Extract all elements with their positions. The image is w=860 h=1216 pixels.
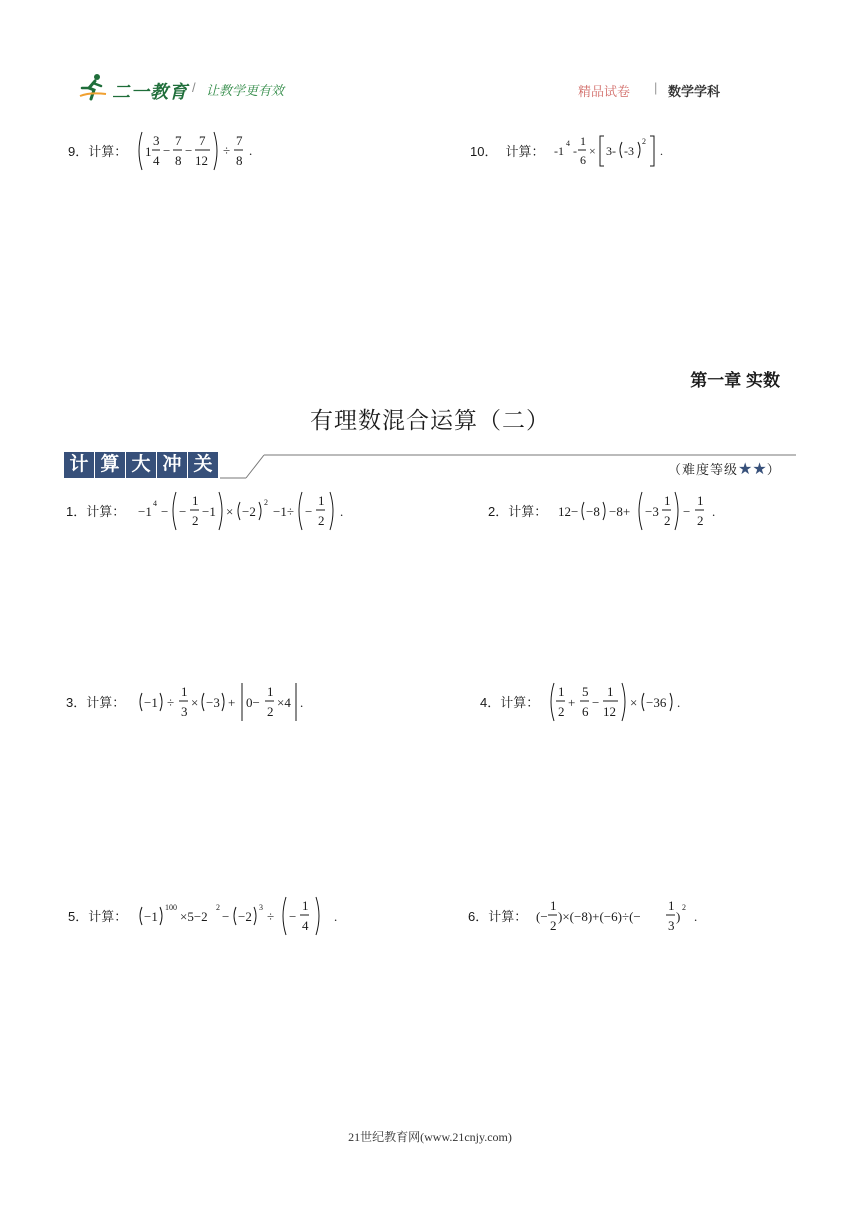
problem-prompt: 计算： (508, 504, 548, 519)
svg-text:3: 3 (153, 133, 160, 148)
svg-text:×: × (589, 144, 596, 158)
svg-text:-1: -1 (554, 144, 564, 158)
svg-text:−36: −36 (646, 695, 667, 710)
svg-text:2: 2 (664, 513, 671, 528)
svg-text:×: × (226, 504, 234, 519)
svg-text:): ) (676, 909, 681, 924)
svg-text:12: 12 (603, 704, 616, 719)
problem-5-label (68, 907, 127, 927)
banner-tile: 计 (64, 452, 94, 478)
svg-text:−: − (305, 504, 313, 519)
svg-text:6: 6 (580, 153, 586, 167)
header-label: 精品试卷 (578, 84, 631, 99)
problem-9-formula (134, 128, 264, 174)
svg-text:)×(−8)+(−6)÷(−: )×(−8)+(−6)÷(− (558, 909, 641, 924)
svg-text:5: 5 (582, 684, 589, 699)
svg-text:1: 1 (181, 684, 188, 699)
svg-text:3: 3 (259, 903, 263, 912)
difficulty-rating (668, 459, 781, 479)
svg-text:−8: −8 (586, 504, 600, 519)
svg-text:2: 2 (216, 903, 220, 912)
svg-text:3: 3 (181, 704, 188, 719)
svg-text:−3: −3 (645, 504, 659, 519)
problem-1-label (66, 502, 125, 522)
svg-text:−2: −2 (238, 909, 252, 924)
header-separator: / (192, 80, 196, 95)
banner-tile: 大 (126, 452, 156, 478)
problem-3-label (66, 693, 125, 713)
svg-text:12−: 12− (558, 504, 579, 519)
svg-text:−: − (289, 909, 297, 924)
svg-text:2: 2 (550, 918, 557, 933)
banner-tile: 算 (95, 452, 125, 478)
svg-text:+: + (228, 695, 236, 710)
chapter-heading: 第一章 实数 (690, 371, 780, 390)
problem-number: 10． (470, 144, 498, 159)
difficulty-close: ） (766, 462, 781, 477)
svg-text:100: 100 (165, 903, 177, 912)
svg-text:÷: ÷ (167, 695, 175, 710)
svg-text:+: + (568, 695, 576, 710)
svg-text:4: 4 (153, 153, 160, 168)
svg-text:7: 7 (175, 133, 182, 148)
svg-text:-: - (573, 144, 577, 158)
svg-text:2: 2 (697, 513, 704, 528)
problem-6-label (468, 907, 527, 927)
problem-prompt: 计算： (505, 144, 545, 159)
svg-text:8: 8 (236, 153, 243, 168)
header-subject: 数学学科 (668, 84, 721, 99)
svg-text:−1: −1 (138, 504, 152, 519)
brand-slogan: 让教学更有效 (206, 83, 285, 98)
svg-text:8: 8 (175, 153, 182, 168)
header-divider: | (654, 80, 658, 95)
svg-text:−3: −3 (206, 695, 220, 710)
problem-number: 6． (468, 909, 489, 924)
svg-text:÷: ÷ (267, 909, 275, 924)
problem-prompt: 计算： (488, 909, 528, 924)
problem-prompt: 计算： (86, 695, 126, 710)
page-footer: 21世纪教育网(www.21cnjy.com) (348, 1130, 512, 1144)
svg-text:2: 2 (192, 513, 199, 528)
svg-text:.: . (334, 909, 338, 924)
svg-text:7: 7 (199, 133, 206, 148)
problem-number: 1． (66, 504, 87, 519)
problem-10-formula (552, 130, 682, 174)
svg-text:−: − (683, 504, 691, 519)
svg-text:12: 12 (195, 153, 208, 168)
svg-text:2: 2 (682, 903, 686, 912)
svg-text:.: . (249, 143, 253, 158)
page-title: 有理数混合运算（二） (310, 408, 550, 433)
problem-1-formula (136, 488, 366, 534)
difficulty-label: （难度等级 (668, 462, 739, 477)
problem-prompt: 计算： (88, 144, 128, 159)
svg-text:2: 2 (267, 704, 274, 719)
svg-text:4: 4 (302, 918, 309, 933)
svg-text:1: 1 (302, 898, 309, 913)
svg-text:.: . (677, 695, 681, 710)
problem-6-formula (534, 893, 724, 939)
svg-text:-3: -3 (624, 144, 634, 158)
svg-text:1: 1 (192, 493, 199, 508)
svg-text:−1: −1 (144, 695, 158, 710)
star-icon: ★★ (738, 461, 767, 478)
svg-text:1: 1 (145, 144, 152, 159)
svg-text:.: . (340, 504, 344, 519)
problem-prompt: 计算： (88, 909, 128, 924)
problem-number: 4． (480, 695, 501, 710)
svg-text:−: − (179, 504, 187, 519)
svg-text:÷: ÷ (223, 143, 231, 158)
svg-text:1: 1 (668, 898, 675, 913)
svg-text:×4: ×4 (277, 695, 291, 710)
svg-text:1: 1 (580, 134, 586, 148)
svg-text:−1: −1 (144, 909, 158, 924)
svg-text:−: − (163, 143, 171, 158)
svg-text:−8+: −8+ (609, 504, 631, 519)
svg-text:(−: (− (536, 909, 548, 924)
problem-number: 2． (488, 504, 509, 519)
problem-2-formula (556, 488, 736, 534)
svg-text:1: 1 (318, 493, 325, 508)
svg-text:−: − (222, 909, 230, 924)
problem-prompt: 计算： (86, 504, 126, 519)
svg-text:1: 1 (558, 684, 565, 699)
problem-3-formula (136, 679, 316, 725)
problem-number: 5． (68, 909, 89, 924)
svg-text:−1: −1 (202, 504, 216, 519)
svg-text:×: × (191, 695, 199, 710)
problem-4-label (480, 693, 539, 713)
svg-text:×: × (630, 695, 638, 710)
svg-text:6: 6 (582, 704, 589, 719)
banner-tile: 关 (188, 452, 218, 478)
svg-text:0−: 0− (246, 695, 260, 710)
problem-number: 9． (68, 144, 89, 159)
svg-text:1: 1 (607, 684, 614, 699)
svg-text:4: 4 (566, 139, 570, 148)
svg-text:.: . (300, 695, 304, 710)
svg-text:1: 1 (550, 898, 557, 913)
svg-text:2: 2 (318, 513, 325, 528)
svg-text:1: 1 (664, 493, 671, 508)
svg-text:−: − (161, 504, 169, 519)
problem-10-label (470, 142, 544, 162)
svg-text:3: 3 (668, 918, 675, 933)
problem-9-label (68, 142, 127, 162)
svg-text:1: 1 (697, 493, 704, 508)
svg-text:3-: 3- (606, 144, 616, 158)
svg-text:.: . (660, 144, 663, 158)
problem-number: 3． (66, 695, 87, 710)
svg-text:2: 2 (558, 704, 565, 719)
problem-2-label (488, 502, 547, 522)
svg-text:2: 2 (642, 137, 646, 146)
svg-text:−1÷: −1÷ (273, 504, 294, 519)
problem-4-formula (546, 679, 696, 725)
svg-text:×5−2: ×5−2 (180, 909, 208, 924)
banner-tile: 冲 (157, 452, 187, 478)
svg-text:1: 1 (267, 684, 274, 699)
svg-text:.: . (694, 909, 698, 924)
svg-text:4: 4 (153, 499, 157, 508)
problem-5-formula (136, 893, 356, 939)
problem-prompt: 计算： (500, 695, 540, 710)
svg-text:2: 2 (264, 498, 268, 507)
svg-text:7: 7 (236, 133, 243, 148)
svg-text:−: − (592, 695, 600, 710)
runner-logo-icon (78, 72, 108, 102)
brand-name: 二一教育 (112, 82, 188, 102)
svg-text:−2: −2 (242, 504, 256, 519)
svg-text:.: . (712, 504, 716, 519)
svg-text:−: − (185, 143, 193, 158)
